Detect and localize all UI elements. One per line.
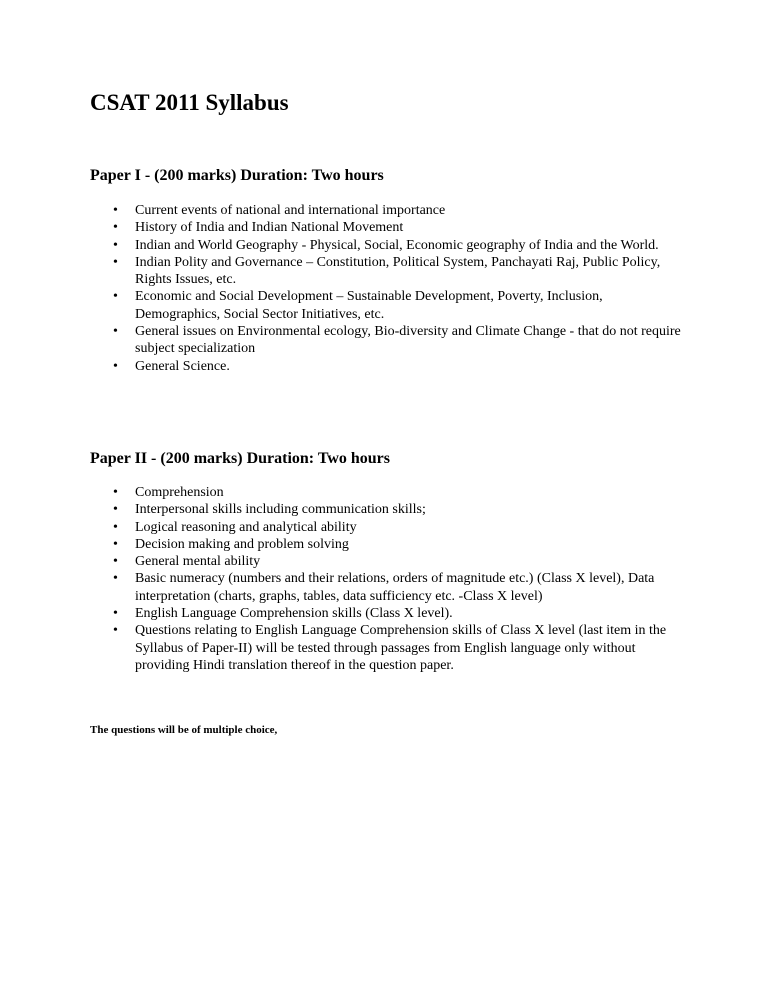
bullet-icon: •: [113, 254, 118, 270]
list-item-text: Comprehension: [135, 485, 224, 500]
page-title: CSAT 2011 Syllabus: [90, 90, 289, 115]
list-item-text: History of India and Indian National Movement: [135, 220, 404, 236]
paper-1-heading: Paper I - (200 marks) Duration: Two hours: [90, 167, 384, 184]
bullet-icon: •: [113, 571, 118, 587]
list-item-text: Decision making and problem solving: [135, 536, 349, 552]
bullet-icon: •: [113, 485, 118, 500]
bullet-icon: •: [113, 289, 118, 305]
list-item-text: Indian Polity and Governance – Constitution, Political System, Panchayati Raj, Public Policy, Rights Issues, etc.: [135, 254, 661, 288]
bullet-icon: •: [113, 220, 118, 236]
list-item: [90, 323, 690, 358]
bullet-icon: •: [113, 502, 118, 518]
paper-1-list: [90, 202, 690, 375]
bullet-icon: •: [113, 324, 118, 340]
list-item: [90, 358, 690, 375]
bullet-icon: •: [113, 536, 118, 552]
list-item: [90, 237, 690, 254]
list-item-text: Current events of national and international importance: [135, 203, 446, 218]
list-item-text: Economic and Social Development – Sustainable Development, Poverty, Inclusion, Demographics, Social Sector Initiatives, etc.: [135, 289, 603, 322]
list-item: [90, 553, 690, 570]
bullet-icon: •: [113, 358, 118, 374]
paper-2-list: [90, 484, 690, 674]
list-item: [90, 288, 690, 323]
list-item: [90, 484, 690, 501]
list-item-text: Indian and World Geography - Physical, Social, Economic geography of India and the World.: [135, 237, 659, 253]
list-item: [90, 254, 690, 289]
list-item-text: Basic numeracy (numbers and their relations, orders of magnitude etc.) (Class X level), Data interpretation (charts, graphs, tables, data sufficiency etc. -Class X level): [135, 571, 655, 604]
list-item-text: General issues on Environmental ecology, Bio-diversity and Climate Change - that do not require subject specialization: [135, 324, 681, 357]
list-item: [90, 219, 690, 236]
list-item: [90, 605, 690, 622]
list-item: [90, 202, 690, 219]
list-item-text: Questions relating to English Language Comprehension skills of Class X level (last item in the Syllabus of Paper-II) will be tested through passages from English language only without providing Hindi translation thereof in the question paper.: [135, 623, 667, 673]
list-item-text: Interpersonal skills including communication skills;: [135, 502, 426, 518]
bullet-icon: •: [113, 237, 118, 253]
list-item-text: General mental ability: [135, 554, 261, 570]
list-item-text: General Science.: [135, 358, 230, 374]
bullet-icon: •: [113, 519, 118, 535]
list-item: [90, 622, 690, 674]
list-item: [90, 501, 690, 518]
list-item: [90, 536, 690, 553]
list-item: [90, 570, 690, 605]
paper-2-heading: Paper II - (200 marks) Duration: Two hours: [90, 450, 391, 467]
footer-note: The questions will be of multiple choice,: [90, 724, 278, 736]
list-item-text: Logical reasoning and analytical ability: [135, 519, 357, 535]
bullet-icon: •: [113, 606, 118, 622]
bullet-icon: •: [113, 623, 118, 639]
bullet-icon: •: [113, 203, 118, 218]
list-item: [90, 519, 690, 536]
bullet-icon: •: [113, 554, 118, 570]
list-item-text: English Language Comprehension skills (Class X level).: [135, 606, 453, 622]
